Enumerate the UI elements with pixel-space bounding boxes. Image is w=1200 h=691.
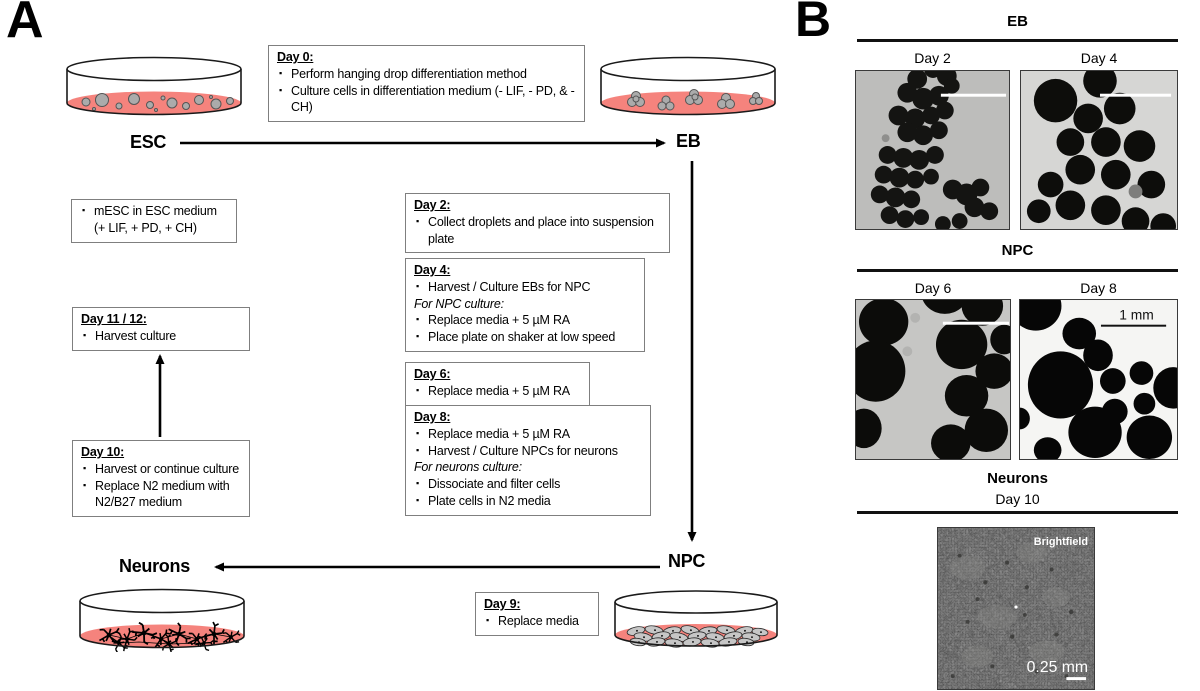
npc-day6-label: Day 6	[914, 280, 952, 296]
bullet: ▪ Collect droplets and place into suspension plate	[414, 214, 661, 248]
eb-day2-label: Day 2	[914, 50, 951, 66]
neurons-day10-label: Day 10	[995, 491, 1040, 507]
neurons-day10-micrograph	[937, 527, 1095, 690]
box-day8-title: Day 8:	[414, 410, 451, 424]
box-day11-12	[72, 307, 250, 351]
bullet: ▪ Culture cells in differentiation medium (- LIF, - PD, & - CH)	[277, 83, 576, 117]
node-eb: EB	[676, 131, 701, 151]
box-day0-title: Day 0:	[277, 50, 314, 64]
box-day0	[268, 45, 585, 122]
esc-dish-illustration	[64, 56, 244, 118]
bullet: ▪ Perform hanging drop differentiation method	[277, 66, 576, 83]
box-day2	[405, 193, 670, 253]
box-day4-title: Day 4:	[414, 263, 451, 277]
eb-day2-scalebar	[941, 94, 1006, 97]
npc-day6-micrograph	[855, 299, 1011, 460]
panel-a-label: A	[6, 0, 44, 49]
bullet: ▪ Replace media + 5 µM RA	[414, 383, 581, 400]
box-day6	[405, 362, 590, 406]
neurons-scale-label: 0.25 mm	[1026, 659, 1089, 677]
box-day4	[405, 258, 645, 352]
npc-day6-scalebar	[943, 322, 1009, 325]
bullet: ▪ Plate cells in N2 media	[414, 493, 642, 510]
node-esc: ESC	[130, 132, 167, 152]
box-day9	[475, 592, 599, 636]
eb-day4-label: Day 4	[1080, 50, 1118, 66]
box-day8	[405, 405, 651, 516]
node-neurons: Neurons	[119, 556, 190, 576]
node-npc: NPC	[668, 551, 706, 571]
npc-day8-label: Day 8	[1080, 280, 1117, 296]
bullet: ▪ mESC in ESC medium (+ LIF, + PD, + CH)	[80, 203, 228, 237]
section-eb-rule	[857, 39, 1178, 42]
box-day2-title: Day 2:	[414, 198, 451, 212]
bullet: ▪ Replace media + 5 µM RA	[414, 426, 642, 443]
npc-scale-label: 1 mm	[1119, 306, 1154, 323]
box-day4-note: For NPC culture:	[414, 296, 504, 311]
bullet: ▪ Replace media	[484, 613, 590, 630]
eb-day4-micrograph	[1020, 70, 1178, 230]
eb-dish-illustration	[598, 56, 778, 118]
npc-day8-micrograph	[1019, 299, 1178, 460]
bullet: ▪ Harvest / Culture NPCs for neurons	[414, 443, 642, 460]
box-day10-title: Day 10:	[81, 445, 125, 459]
bullet: ▪ Harvest or continue culture	[81, 461, 241, 478]
eb-day4-scalebar	[1100, 94, 1171, 97]
bullet: ▪ Harvest culture	[81, 328, 241, 345]
box-mesc	[71, 199, 237, 243]
bullet: ▪ Place plate on shaker at low speed	[414, 329, 636, 346]
section-npc-title: NPC	[1001, 242, 1034, 259]
neurons-scalebar	[1066, 677, 1086, 680]
box-day9-title: Day 9:	[484, 597, 521, 611]
box-day6-title: Day 6:	[414, 367, 451, 381]
bullet: ▪ Dissociate and filter cells	[414, 476, 642, 493]
bullet: ▪ Harvest / Culture EBs for NPC	[414, 279, 636, 296]
neurons-dish-illustration	[77, 588, 247, 652]
section-neurons-title: Neurons	[987, 470, 1048, 487]
bullet: ▪ Replace media + 5 µM RA	[414, 312, 636, 329]
box-day10	[72, 440, 250, 517]
section-eb-title: EB	[1007, 13, 1028, 30]
section-npc-rule	[857, 269, 1178, 272]
npc-dish-illustration	[612, 590, 780, 650]
bullet: ▪ Replace N2 medium with N2/B27 medium	[81, 478, 241, 512]
box-day11-12-title: Day 11 / 12:	[81, 312, 147, 326]
box-day8-note: For neurons culture:	[414, 460, 522, 475]
brightfield-overlay-label: Brightfield	[1033, 535, 1089, 548]
npc-day8-scalebar	[1101, 325, 1166, 327]
section-neurons-rule	[857, 511, 1178, 514]
eb-day2-micrograph	[855, 70, 1010, 230]
panel-b-label: B	[795, 0, 832, 47]
